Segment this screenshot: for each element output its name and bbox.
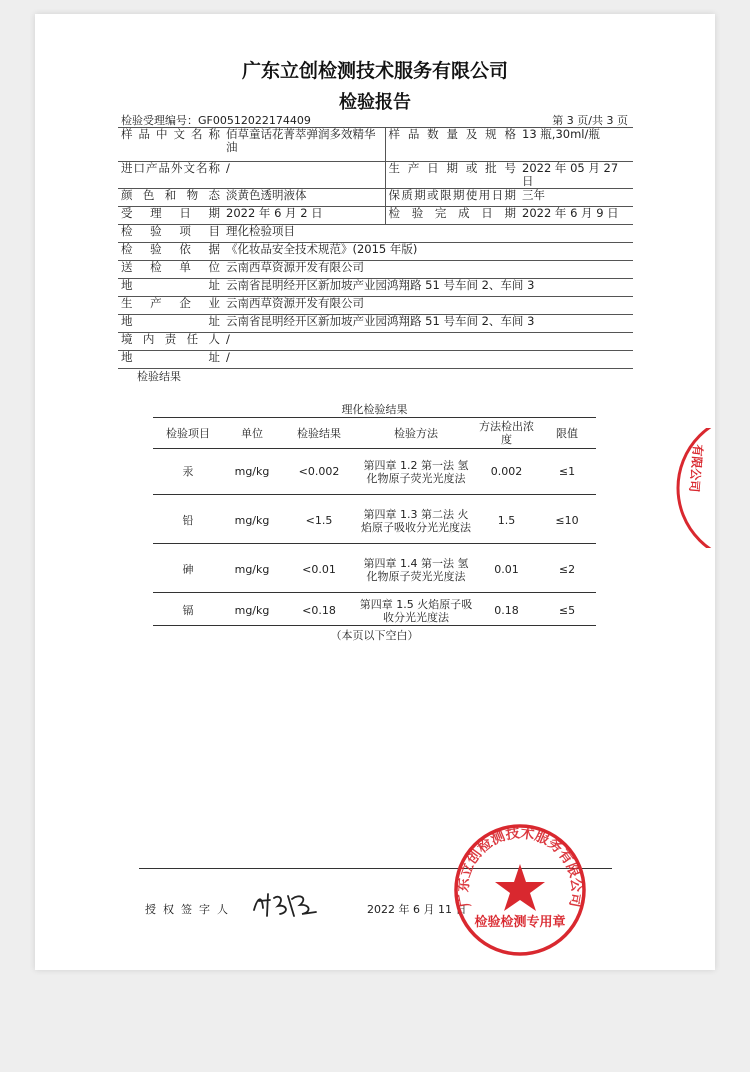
col-header: 单位 [223,418,281,449]
info-label: 送检单位 [118,261,223,279]
info-value: 三年 [519,189,633,207]
info-value: 理化检验项目 [223,225,633,243]
info-value: 13 瓶,30ml/瓶 [519,128,633,162]
info-label: 样品中文名称 [118,128,223,162]
info-value: 云南省昆明经开区新加坡产业园鸿翔路 51 号车间 2、车间 3 [223,315,633,333]
sample-info-table [118,127,633,369]
cell-item: 汞 [153,449,223,495]
cell-detect: 0.01 [475,547,538,593]
cell-limit: ≤1 [538,449,596,495]
cell-result: <0.002 [281,449,357,495]
info-row [118,279,633,297]
seal-text: 广东立创检测技术服务有限公司 [455,825,585,909]
info-value: 云南西草资源开发有限公司 [223,261,633,279]
signer-label: 授权签字人 [145,903,235,916]
cell-method: 第四章 1.2 第一法 氢化物原子荧光光度法 [357,449,475,495]
info-label: 检验依据 [118,243,223,261]
cell-item: 镉 [153,596,223,626]
info-row [118,207,633,225]
info-row [118,243,633,261]
info-value: 2022 年 6 月 9 日 [519,207,633,225]
info-value: 淡黄色透明液体 [223,189,385,207]
cell-method: 第四章 1.5 火焰原子吸收分光光度法 [357,596,475,626]
info-label: 生产日期或批号 [385,162,519,189]
info-row [118,333,633,351]
info-row [118,225,633,243]
info-value: 云南省昆明经开区新加坡产业园鸿翔路 51 号车间 2、车间 3 [223,279,633,297]
table-row [153,547,596,593]
cell-unit: mg/kg [223,449,281,495]
section-title: 检验结果 [137,370,181,383]
info-row [118,128,633,162]
info-label: 地址 [118,351,223,369]
col-header: 检验方法 [357,418,475,449]
results-table [153,417,596,626]
blank-note: （本页以下空白） [330,629,419,642]
info-label: 地址 [118,315,223,333]
info-value: 2022 年 05 月 27 日 [519,162,633,189]
cell-method: 第四章 1.4 第一法 氢化物原子荧光光度法 [357,547,475,593]
table-row [153,449,596,495]
info-label: 生产企业 [118,297,223,315]
info-label: 颜色和物态 [118,189,223,207]
info-value: / [223,351,633,369]
accept-number: 检验受理编号：GF00512022174409 [121,114,311,127]
page-number: 第 3 页/共 3 页 [552,114,628,127]
info-value: 《化妆品安全技术规范》(2015 年版) [223,243,633,261]
side-stamp [674,428,716,548]
cell-detect: 1.5 [475,498,538,544]
info-label: 进口产品外文名称 [118,162,223,189]
cell-detect: 0.002 [475,449,538,495]
results-subtitle: 理化检验结果 [341,403,408,416]
info-row [118,261,633,279]
info-row [118,315,633,333]
info-value: 佰草童话花菁萃弹润多效精华油 [223,128,385,162]
info-row [118,189,633,207]
cell-result: <1.5 [281,498,357,544]
cell-limit: ≤2 [538,547,596,593]
report-title: 检验报告 [339,92,411,113]
cell-limit: ≤10 [538,498,596,544]
col-header: 检验项目 [153,418,223,449]
sign-date: 2022 年 6 月 11 日 [367,903,467,916]
info-label: 样品数量及规格 [385,128,519,162]
cell-unit: mg/kg [223,498,281,544]
info-value: / [223,333,633,351]
cell-unit: mg/kg [223,547,281,593]
info-label: 检验完成日期 [385,207,519,225]
info-value: / [223,162,385,189]
signature [250,890,320,920]
company-title: 广东立创检测技术服务有限公司 [241,60,508,82]
col-header: 方法检出浓度 [475,418,538,449]
cell-limit: ≤5 [538,596,596,626]
results-header-row [153,418,596,449]
info-label: 保质期或限期使用日期 [385,189,519,207]
info-value: 2022 年 6 月 2 日 [223,207,385,225]
official-seal [452,822,588,958]
cell-method: 第四章 1.3 第二法 火焰原子吸收分光光度法 [357,498,475,544]
cell-item: 铅 [153,498,223,544]
info-value: 云南西草资源开发有限公司 [223,297,633,315]
col-header: 限值 [538,418,596,449]
info-label: 地址 [118,279,223,297]
info-row [118,297,633,315]
side-stamp-text: 有限公司 [686,443,705,493]
cell-detect: 0.18 [475,596,538,626]
cell-result: <0.01 [281,547,357,593]
info-row [118,351,633,369]
info-row [118,162,633,189]
cell-result: <0.18 [281,596,357,626]
info-label: 境内责任人 [118,333,223,351]
info-label: 受理日期 [118,207,223,225]
seal-star-icon [495,864,545,911]
col-header: 检验结果 [281,418,357,449]
table-row [153,498,596,544]
table-row [153,596,596,626]
info-label: 检验项目 [118,225,223,243]
cell-unit: mg/kg [223,596,281,626]
seal-sub-text: 检验检测专用章 [474,915,566,930]
cell-item: 砷 [153,547,223,593]
